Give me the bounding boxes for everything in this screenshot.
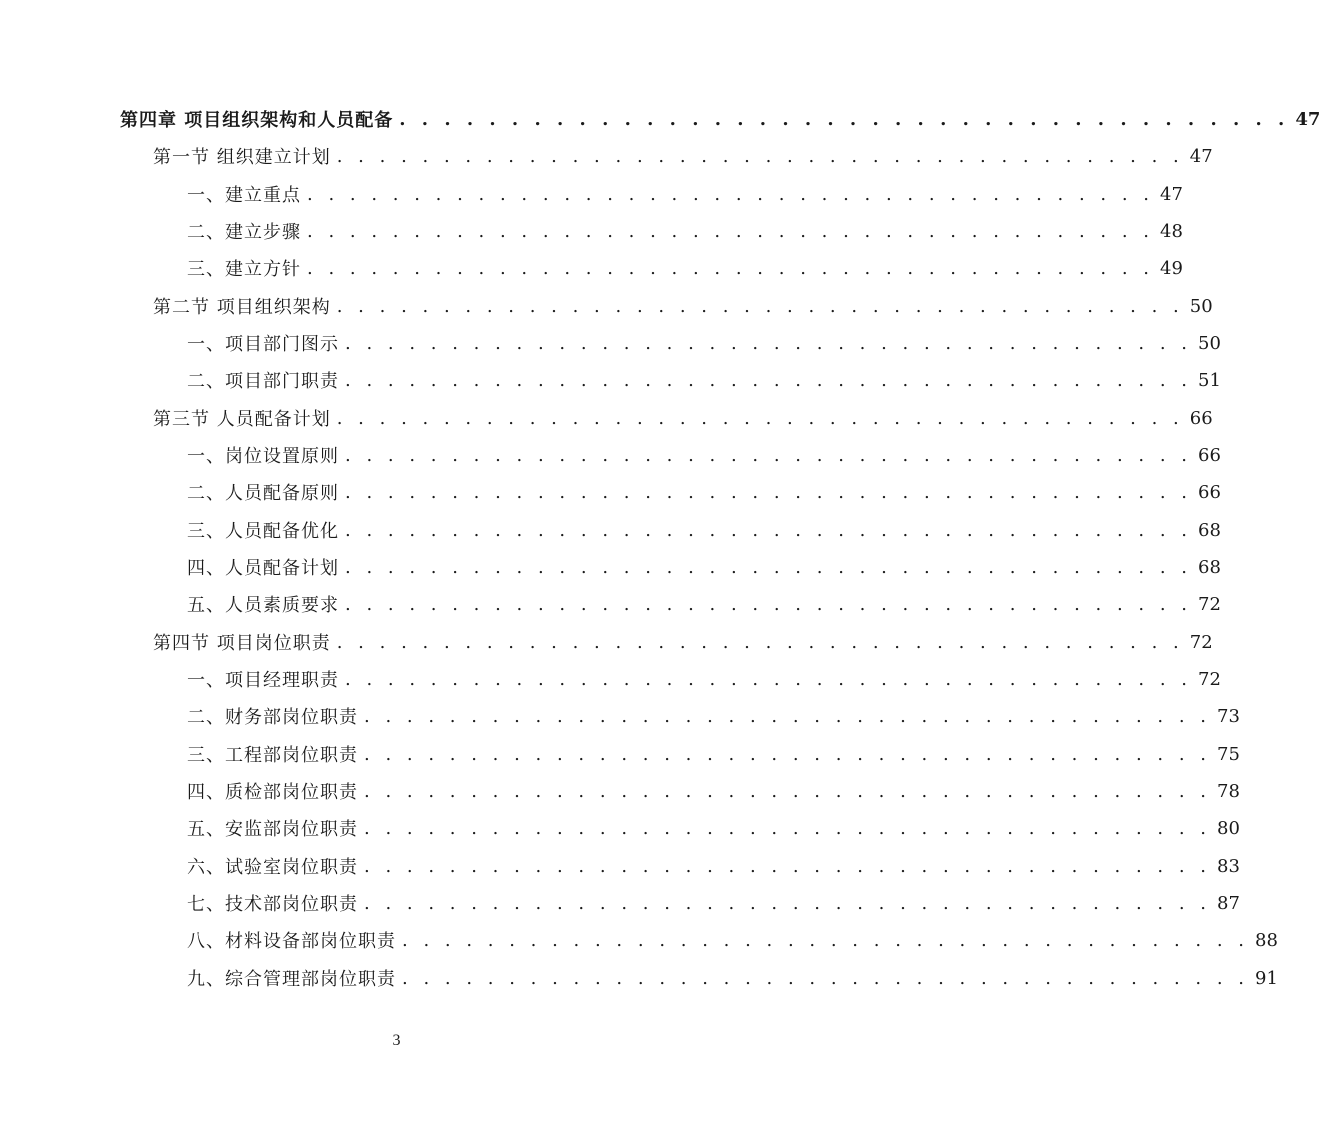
dot-leader: . . . . . . . . . . . . . . . . . . . . . . . . . . . . . . . . . . . . . . . .: [307, 257, 1155, 279]
dot-leader: . . . . . . . . . . . . . . . . . . . . . . . . . . . . . . . . . . . . . . . .: [345, 444, 1193, 466]
dot-leader: . . . . . . . . . . . . . . . . . . . . . . . . . . . . . . . . . . . . . . . .: [399, 108, 1290, 130]
dot-leader: . . . . . . . . . . . . . . . . . . . . . . . . . . . . . . . . . . . . . . . .: [402, 929, 1250, 951]
dot-leader: . . . . . . . . . . . . . . . . . . . . . . . . . . . . . . . . . . . . . . . .: [345, 593, 1193, 615]
toc-entry-item[interactable]: [0, 777, 1240, 805]
dot-leader: . . . . . . . . . . . . . . . . . . . . . . . . . . . . . . . . . . . . . . . .: [336, 145, 1184, 167]
toc-entry-page: 73: [1217, 705, 1240, 727]
toc-entry-title: 第三节 人员配备计划: [153, 409, 331, 430]
toc-entry-section[interactable]: [0, 292, 1213, 320]
toc-entry-section[interactable]: [0, 142, 1213, 170]
toc-entry-title: 七、技术部岗位职责: [187, 894, 358, 915]
dot-leader: . . . . . . . . . . . . . . . . . . . . . . . . . . . . . . . . . . . . . . . .: [402, 967, 1250, 989]
toc-entry-title: 二、项目部门职责: [187, 371, 339, 392]
toc-entry-item[interactable]: [0, 254, 1183, 282]
toc-entry-title: 一、项目经理职责: [187, 670, 339, 691]
toc-entry-chapter[interactable]: [0, 105, 1320, 133]
toc-entry-title: 八、材料设备部岗位职责: [187, 931, 396, 952]
dot-leader: . . . . . . . . . . . . . . . . . . . . . . . . . . . . . . . . . . . . . . . .: [336, 407, 1184, 429]
dot-leader: . . . . . . . . . . . . . . . . . . . . . . . . . . . . . . . . . . . . . . . .: [345, 332, 1193, 354]
toc-entry-item[interactable]: [0, 665, 1221, 693]
toc-entry-page: 91: [1255, 967, 1278, 989]
dot-leader: . . . . . . . . . . . . . . . . . . . . . . . . . . . . . . . . . . . . . . . .: [364, 892, 1212, 914]
dot-leader: . . . . . . . . . . . . . . . . . . . . . . . . . . . . . . . . . . . . . . . .: [336, 631, 1184, 653]
toc-entry-item[interactable]: [0, 441, 1221, 469]
toc-entry-page: 75: [1217, 743, 1240, 765]
toc-entry-title: 三、工程部岗位职责: [187, 745, 358, 766]
toc-entry-item[interactable]: [0, 478, 1221, 506]
toc-entry-title: 一、项目部门图示: [187, 334, 339, 355]
toc-entry-page: 68: [1198, 519, 1221, 541]
toc-entry-item[interactable]: [0, 852, 1240, 880]
toc-entry-page: 47: [1295, 108, 1320, 130]
toc-entry-title: 二、建立步骤: [187, 222, 301, 243]
dot-leader: . . . . . . . . . . . . . . . . . . . . . . . . . . . . . . . . . . . . . . . .: [345, 481, 1193, 503]
toc-entry-title: 第一节 组织建立计划: [153, 147, 331, 168]
toc-entry-title: 四、质检部岗位职责: [187, 782, 358, 803]
toc-entry-page: 51: [1198, 369, 1221, 391]
toc-entry-page: 80: [1217, 817, 1240, 839]
toc-entry-item[interactable]: [0, 366, 1221, 394]
toc-entry-page: 49: [1160, 257, 1183, 279]
toc-entry-page: 88: [1255, 929, 1278, 951]
toc-entry-title: 四、人员配备计划: [187, 558, 339, 579]
toc-entry-item[interactable]: [0, 553, 1221, 581]
toc-entry-item[interactable]: [0, 964, 1278, 992]
dot-leader: . . . . . . . . . . . . . . . . . . . . . . . . . . . . . . . . . . . . . . . .: [307, 220, 1155, 242]
dot-leader: . . . . . . . . . . . . . . . . . . . . . . . . . . . . . . . . . . . . . . . .: [364, 705, 1212, 727]
toc-entry-title: 第四节 项目岗位职责: [153, 633, 331, 654]
toc-entry-item[interactable]: [0, 702, 1240, 730]
toc-entry-page: 47: [1160, 183, 1183, 205]
toc-entry-item[interactable]: [0, 590, 1221, 618]
toc-entry-section[interactable]: [0, 404, 1213, 432]
toc-entry-page: 47: [1189, 145, 1213, 167]
toc-entry-page: 87: [1217, 892, 1240, 914]
dot-leader: . . . . . . . . . . . . . . . . . . . . . . . . . . . . . . . . . . . . . . . .: [345, 556, 1193, 578]
toc-entry-page: 50: [1189, 295, 1213, 317]
toc-entry-item[interactable]: [0, 740, 1240, 768]
dot-leader: . . . . . . . . . . . . . . . . . . . . . . . . . . . . . . . . . . . . . . . .: [364, 855, 1212, 877]
toc-entry-page: 50: [1198, 332, 1221, 354]
toc-entry-page: 78: [1217, 780, 1240, 802]
toc-entry-title: 二、人员配备原则: [187, 483, 339, 504]
toc-entry-title: 三、建立方针: [187, 259, 301, 280]
dot-leader: . . . . . . . . . . . . . . . . . . . . . . . . . . . . . . . . . . . . . . . .: [336, 295, 1184, 317]
toc-entry-title: 五、人员素质要求: [187, 595, 339, 616]
dot-leader: . . . . . . . . . . . . . . . . . . . . . . . . . . . . . . . . . . . . . . . .: [307, 183, 1155, 205]
toc-entry-item[interactable]: [0, 516, 1221, 544]
dot-leader: . . . . . . . . . . . . . . . . . . . . . . . . . . . . . . . . . . . . . . . .: [345, 519, 1193, 541]
toc-entry-page: 72: [1198, 668, 1221, 690]
toc-entry-title: 一、岗位设置原则: [187, 446, 339, 467]
toc-entry-title: 三、人员配备优化: [187, 521, 339, 542]
toc-entry-item[interactable]: [0, 217, 1183, 245]
toc-entry-item[interactable]: [0, 329, 1221, 357]
toc-entry-page: 83: [1217, 855, 1240, 877]
dot-leader: . . . . . . . . . . . . . . . . . . . . . . . . . . . . . . . . . . . . . . . .: [364, 817, 1212, 839]
toc-entry-page: 66: [1198, 444, 1221, 466]
toc-entry-title: 九、综合管理部岗位职责: [187, 969, 396, 990]
toc-entry-title: 一、建立重点: [187, 185, 301, 206]
toc-entry-title: 第二节 项目组织架构: [153, 297, 331, 318]
toc-entry-page: 68: [1198, 556, 1221, 578]
toc-entry-page: 72: [1189, 631, 1213, 653]
toc-entry-title: 五、安监部岗位职责: [187, 819, 358, 840]
toc-entry-page: 72: [1198, 593, 1221, 615]
dot-leader: . . . . . . . . . . . . . . . . . . . . . . . . . . . . . . . . . . . . . . . .: [364, 743, 1212, 765]
toc-entry-page: 48: [1160, 220, 1183, 242]
dot-leader: . . . . . . . . . . . . . . . . . . . . . . . . . . . . . . . . . . . . . . . .: [364, 780, 1212, 802]
toc-entry-section[interactable]: [0, 628, 1213, 656]
toc-entry-title: 六、试验室岗位职责: [187, 857, 358, 878]
toc-entry-item[interactable]: [0, 889, 1240, 917]
toc-entry-item[interactable]: [0, 180, 1183, 208]
toc-entry-title: 二、财务部岗位职责: [187, 707, 358, 728]
page-number: 3: [392, 1032, 401, 1049]
dot-leader: . . . . . . . . . . . . . . . . . . . . . . . . . . . . . . . . . . . . . . . .: [345, 668, 1193, 690]
toc-entry-item[interactable]: [0, 926, 1278, 954]
toc-entry-page: 66: [1198, 481, 1221, 503]
toc-entry-page: 66: [1189, 407, 1213, 429]
dot-leader: . . . . . . . . . . . . . . . . . . . . . . . . . . . . . . . . . . . . . . . .: [345, 369, 1193, 391]
toc-entry-item[interactable]: [0, 814, 1240, 842]
toc-entry-title: 第四章 项目组织架构和人员配备: [120, 110, 394, 131]
